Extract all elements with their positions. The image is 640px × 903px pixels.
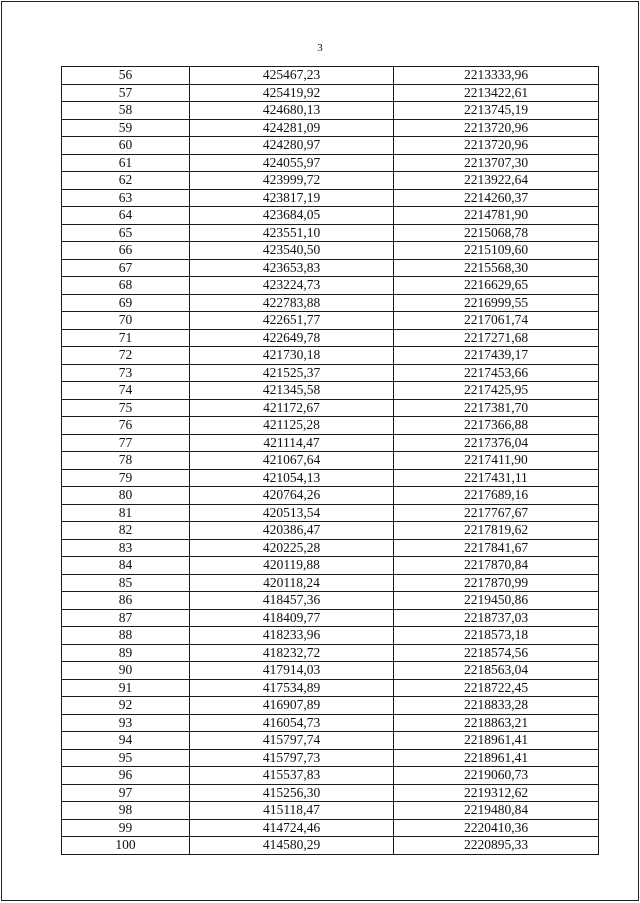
point-number-cell: 93: [62, 714, 190, 732]
y-coordinate-cell: 2213720,96: [394, 119, 599, 137]
point-number-cell: 89: [62, 644, 190, 662]
point-number-cell: 95: [62, 749, 190, 767]
table-row: [62, 574, 599, 592]
y-coordinate-cell: 2218833,28: [394, 697, 599, 715]
table-row: [62, 417, 599, 435]
x-coordinate-cell: 421067,64: [190, 452, 394, 470]
y-coordinate-cell: 2218961,41: [394, 749, 599, 767]
y-coordinate-cell: 2217870,84: [394, 557, 599, 575]
table-row: [62, 452, 599, 470]
y-coordinate-cell: 2213922,64: [394, 172, 599, 190]
x-coordinate-cell: 420513,54: [190, 504, 394, 522]
table-row: [62, 189, 599, 207]
x-coordinate-cell: 422651,77: [190, 312, 394, 330]
table-row: [62, 784, 599, 802]
point-number-cell: 84: [62, 557, 190, 575]
point-number-cell: 94: [62, 732, 190, 750]
point-number-cell: 87: [62, 609, 190, 627]
point-number-cell: 74: [62, 382, 190, 400]
table-row: [62, 434, 599, 452]
y-coordinate-cell: 2220410,36: [394, 819, 599, 837]
table-row: [62, 627, 599, 645]
y-coordinate-cell: 2219060,73: [394, 767, 599, 785]
y-coordinate-cell: 2217689,16: [394, 487, 599, 505]
y-coordinate-cell: 2217431,11: [394, 469, 599, 487]
point-number-cell: 62: [62, 172, 190, 190]
table-row: [62, 242, 599, 260]
y-coordinate-cell: 2213720,96: [394, 137, 599, 155]
y-coordinate-cell: 2217870,99: [394, 574, 599, 592]
table-row: [62, 172, 599, 190]
y-coordinate-cell: 2219312,62: [394, 784, 599, 802]
table-row: [62, 469, 599, 487]
x-coordinate-cell: 415256,30: [190, 784, 394, 802]
x-coordinate-cell: 423224,73: [190, 277, 394, 295]
y-coordinate-cell: 2217453,66: [394, 364, 599, 382]
table-row: [62, 207, 599, 225]
y-coordinate-cell: 2218574,56: [394, 644, 599, 662]
x-coordinate-cell: 423540,50: [190, 242, 394, 260]
table-row: [62, 102, 599, 120]
table-row: [62, 557, 599, 575]
x-coordinate-cell: 417914,03: [190, 662, 394, 680]
x-coordinate-cell: 421054,13: [190, 469, 394, 487]
y-coordinate-cell: 2220895,33: [394, 837, 599, 855]
point-number-cell: 70: [62, 312, 190, 330]
point-number-cell: 57: [62, 84, 190, 102]
page-number: 3: [317, 42, 323, 54]
x-coordinate-cell: 421730,18: [190, 347, 394, 365]
x-coordinate-cell: 415537,83: [190, 767, 394, 785]
point-number-cell: 79: [62, 469, 190, 487]
y-coordinate-cell: 2219480,84: [394, 802, 599, 820]
x-coordinate-cell: 417534,89: [190, 679, 394, 697]
table-row: [62, 662, 599, 680]
x-coordinate-cell: 418409,77: [190, 609, 394, 627]
table-row: [62, 84, 599, 102]
point-number-cell: 61: [62, 154, 190, 172]
x-coordinate-cell: 421345,58: [190, 382, 394, 400]
y-coordinate-cell: 2217767,67: [394, 504, 599, 522]
x-coordinate-cell: 424680,13: [190, 102, 394, 120]
table-row: [62, 119, 599, 137]
point-number-cell: 78: [62, 452, 190, 470]
point-number-cell: 71: [62, 329, 190, 347]
table-row: [62, 837, 599, 855]
table-row: [62, 539, 599, 557]
x-coordinate-cell: 415797,74: [190, 732, 394, 750]
point-number-cell: 98: [62, 802, 190, 820]
y-coordinate-cell: 2213422,61: [394, 84, 599, 102]
y-coordinate-cell: 2217841,67: [394, 539, 599, 557]
x-coordinate-cell: 421172,67: [190, 399, 394, 417]
x-coordinate-cell: 416054,73: [190, 714, 394, 732]
point-number-cell: 73: [62, 364, 190, 382]
y-coordinate-cell: 2217819,62: [394, 522, 599, 540]
point-number-cell: 92: [62, 697, 190, 715]
y-coordinate-cell: 2215109,60: [394, 242, 599, 260]
y-coordinate-cell: 2214260,37: [394, 189, 599, 207]
x-coordinate-cell: 423817,19: [190, 189, 394, 207]
point-number-cell: 56: [62, 67, 190, 85]
table-row: [62, 732, 599, 750]
x-coordinate-cell: 420118,24: [190, 574, 394, 592]
y-coordinate-cell: 2217439,17: [394, 347, 599, 365]
coordinates-table: [61, 66, 599, 855]
point-number-cell: 85: [62, 574, 190, 592]
table-row: [62, 802, 599, 820]
point-number-cell: 80: [62, 487, 190, 505]
x-coordinate-cell: 420119,88: [190, 557, 394, 575]
x-coordinate-cell: 414724,46: [190, 819, 394, 837]
table-row: [62, 644, 599, 662]
point-number-cell: 67: [62, 259, 190, 277]
x-coordinate-cell: 420764,26: [190, 487, 394, 505]
y-coordinate-cell: 2215068,78: [394, 224, 599, 242]
point-number-cell: 83: [62, 539, 190, 557]
y-coordinate-cell: 2218563,04: [394, 662, 599, 680]
x-coordinate-cell: 423684,05: [190, 207, 394, 225]
y-coordinate-cell: 2218573,18: [394, 627, 599, 645]
document-page: [1, 1, 639, 901]
point-number-cell: 59: [62, 119, 190, 137]
table-row: [62, 592, 599, 610]
y-coordinate-cell: 2217376,04: [394, 434, 599, 452]
y-coordinate-cell: 2216629,65: [394, 277, 599, 295]
point-number-cell: 99: [62, 819, 190, 837]
x-coordinate-cell: 416907,89: [190, 697, 394, 715]
x-coordinate-cell: 418232,72: [190, 644, 394, 662]
point-number-cell: 82: [62, 522, 190, 540]
y-coordinate-cell: 2219450,86: [394, 592, 599, 610]
point-number-cell: 68: [62, 277, 190, 295]
y-coordinate-cell: 2217411,90: [394, 452, 599, 470]
x-coordinate-cell: 423999,72: [190, 172, 394, 190]
x-coordinate-cell: 425419,92: [190, 84, 394, 102]
point-number-cell: 91: [62, 679, 190, 697]
x-coordinate-cell: 422649,78: [190, 329, 394, 347]
point-number-cell: 88: [62, 627, 190, 645]
x-coordinate-cell: 421125,28: [190, 417, 394, 435]
x-coordinate-cell: 415118,47: [190, 802, 394, 820]
x-coordinate-cell: 424280,97: [190, 137, 394, 155]
y-coordinate-cell: 2214781,90: [394, 207, 599, 225]
point-number-cell: 60: [62, 137, 190, 155]
coordinates-table-body: [62, 67, 599, 855]
table-row: [62, 382, 599, 400]
x-coordinate-cell: 422783,88: [190, 294, 394, 312]
y-coordinate-cell: 2217271,68: [394, 329, 599, 347]
y-coordinate-cell: 2218722,45: [394, 679, 599, 697]
point-number-cell: 75: [62, 399, 190, 417]
y-coordinate-cell: 2213333,96: [394, 67, 599, 85]
table-row: [62, 347, 599, 365]
point-number-cell: 100: [62, 837, 190, 855]
table-row: [62, 487, 599, 505]
table-row: [62, 399, 599, 417]
x-coordinate-cell: 418457,36: [190, 592, 394, 610]
y-coordinate-cell: 2217425,95: [394, 382, 599, 400]
table-row: [62, 312, 599, 330]
table-row: [62, 137, 599, 155]
y-coordinate-cell: 2217061,74: [394, 312, 599, 330]
x-coordinate-cell: 423653,83: [190, 259, 394, 277]
table-row: [62, 154, 599, 172]
y-coordinate-cell: 2215568,30: [394, 259, 599, 277]
point-number-cell: 65: [62, 224, 190, 242]
point-number-cell: 58: [62, 102, 190, 120]
y-coordinate-cell: 2217366,88: [394, 417, 599, 435]
y-coordinate-cell: 2216999,55: [394, 294, 599, 312]
point-number-cell: 66: [62, 242, 190, 260]
x-coordinate-cell: 423551,10: [190, 224, 394, 242]
table-row: [62, 277, 599, 295]
table-row: [62, 329, 599, 347]
x-coordinate-cell: 418233,96: [190, 627, 394, 645]
x-coordinate-cell: 424281,09: [190, 119, 394, 137]
x-coordinate-cell: 420386,47: [190, 522, 394, 540]
table-row: [62, 522, 599, 540]
x-coordinate-cell: 420225,28: [190, 539, 394, 557]
point-number-cell: 81: [62, 504, 190, 522]
table-row: [62, 259, 599, 277]
y-coordinate-cell: 2218863,21: [394, 714, 599, 732]
x-coordinate-cell: 425467,23: [190, 67, 394, 85]
point-number-cell: 69: [62, 294, 190, 312]
x-coordinate-cell: 421525,37: [190, 364, 394, 382]
point-number-cell: 97: [62, 784, 190, 802]
point-number-cell: 96: [62, 767, 190, 785]
point-number-cell: 86: [62, 592, 190, 610]
y-coordinate-cell: 2217381,70: [394, 399, 599, 417]
point-number-cell: 76: [62, 417, 190, 435]
table-row: [62, 749, 599, 767]
table-row: [62, 294, 599, 312]
y-coordinate-cell: 2213745,19: [394, 102, 599, 120]
point-number-cell: 72: [62, 347, 190, 365]
table-row: [62, 67, 599, 85]
table-row: [62, 714, 599, 732]
table-row: [62, 679, 599, 697]
x-coordinate-cell: 421114,47: [190, 434, 394, 452]
table-row: [62, 224, 599, 242]
point-number-cell: 64: [62, 207, 190, 225]
point-number-cell: 77: [62, 434, 190, 452]
x-coordinate-cell: 415797,73: [190, 749, 394, 767]
y-coordinate-cell: 2218961,41: [394, 732, 599, 750]
y-coordinate-cell: 2218737,03: [394, 609, 599, 627]
table-row: [62, 697, 599, 715]
point-number-cell: 63: [62, 189, 190, 207]
table-row: [62, 767, 599, 785]
table-row: [62, 609, 599, 627]
table-row: [62, 504, 599, 522]
table-row: [62, 364, 599, 382]
y-coordinate-cell: 2213707,30: [394, 154, 599, 172]
table-row: [62, 819, 599, 837]
x-coordinate-cell: 424055,97: [190, 154, 394, 172]
point-number-cell: 90: [62, 662, 190, 680]
x-coordinate-cell: 414580,29: [190, 837, 394, 855]
